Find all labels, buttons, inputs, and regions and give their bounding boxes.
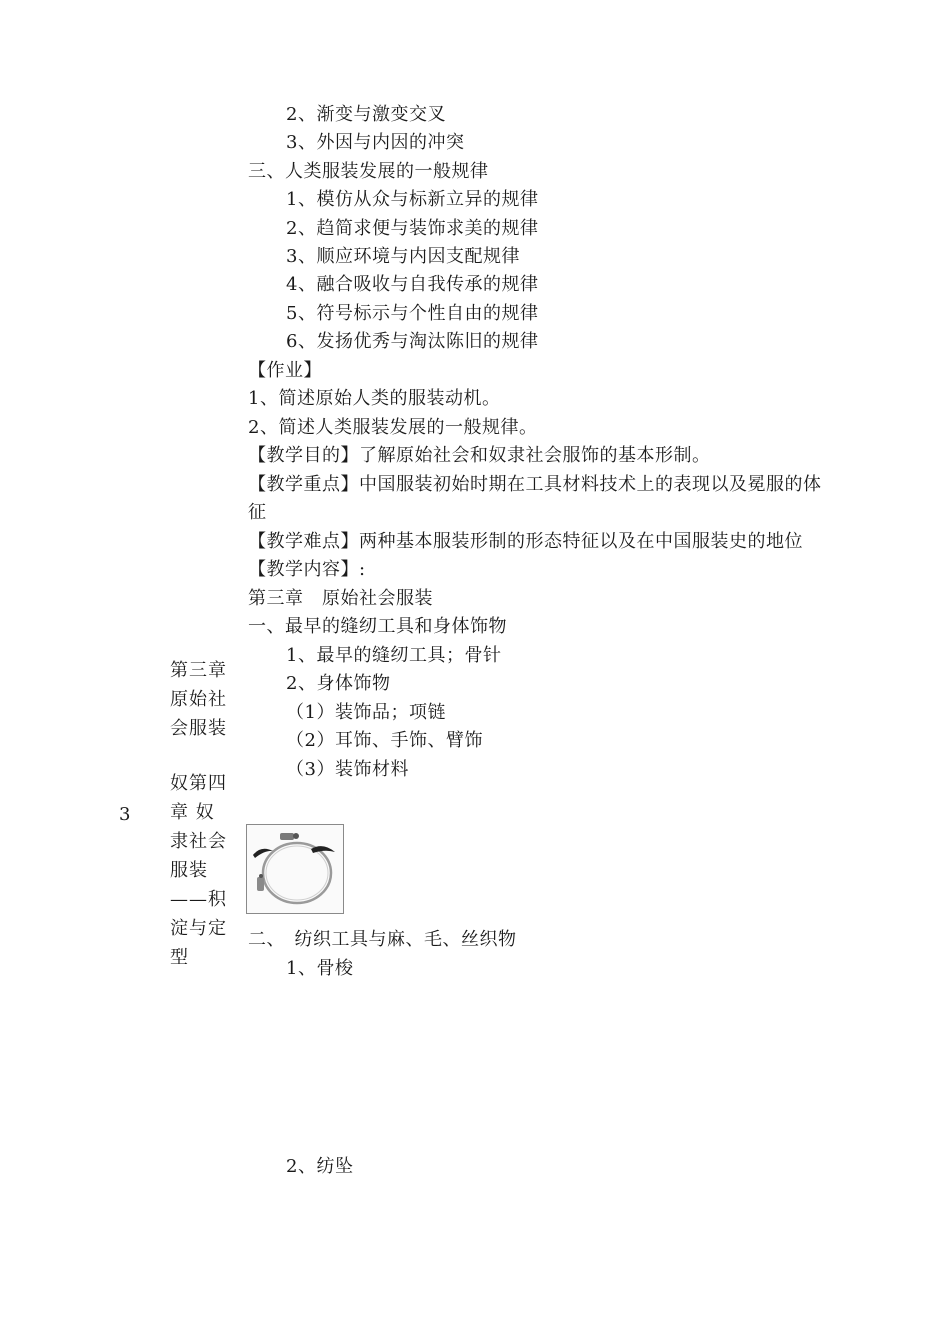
content-line: 4、融合吸收与自我传承的规律 [286, 274, 539, 295]
teaching-objective: 【教学目的】了解原始社会和奴隶社会服饰的基本形制。 [248, 445, 711, 466]
content-line: 1、骨梭 [286, 958, 354, 979]
section-heading: 二、 纺织工具与麻、毛、丝织物 [248, 929, 517, 950]
content-line: 2、身体饰物 [286, 673, 391, 694]
content-line: 1、简述原始人类的服装动机。 [248, 388, 501, 409]
teaching-focus-continued: 征 [248, 502, 267, 523]
content-line: 2、简述人类服装发展的一般规律。 [248, 417, 538, 438]
content-line: 3、外因与内因的冲突 [286, 132, 465, 153]
content-line: 1、模仿从众与标新立异的规律 [286, 189, 539, 210]
chapter-heading: 第三章 原始社会服装 [248, 588, 433, 609]
content-line: 1、最早的缝纫工具；骨针 [286, 645, 502, 666]
side-chapter-3-title: 第三章原始社会服装 [170, 660, 227, 739]
content-line: （2）耳饰、手饰、臂饰 [286, 730, 483, 751]
teaching-content-heading: 【教学内容】: [248, 559, 366, 580]
homework-heading: 【作业】 [248, 360, 322, 381]
content-line: 3、顺应环境与内因支配规律 [286, 246, 520, 267]
content-line: 2、纺坠 [286, 1156, 354, 1177]
necklace-figure [246, 824, 344, 914]
content-line: （3）装饰材料 [286, 759, 409, 780]
section-heading: 一、最早的缝纫工具和身体饰物 [248, 616, 507, 637]
section-heading: 三、人类服装发展的一般规律 [248, 161, 489, 182]
content-line: 6、发扬优秀与淘汰陈旧的规律 [286, 331, 539, 352]
side-chapter-4-title: 奴第四章 奴隶社会服装——积淀与定型 [170, 773, 227, 968]
content-line: 2、趋简求便与装饰求美的规律 [286, 218, 539, 239]
necklace-illustration-icon [247, 825, 343, 913]
content-line: 5、符号标示与个性自由的规律 [286, 303, 539, 324]
content-line: 2、渐变与激变交叉 [286, 104, 446, 125]
row-number: 3 [119, 804, 131, 825]
teaching-difficulty: 【教学难点】两种基本服装形制的形态特征以及在中国服装史的地位 [248, 531, 803, 552]
content-line: （1）装饰品；项链 [286, 702, 446, 723]
teaching-focus: 【教学重点】中国服装初始时期在工具材料技术上的表现以及冕服的体 [248, 474, 822, 495]
